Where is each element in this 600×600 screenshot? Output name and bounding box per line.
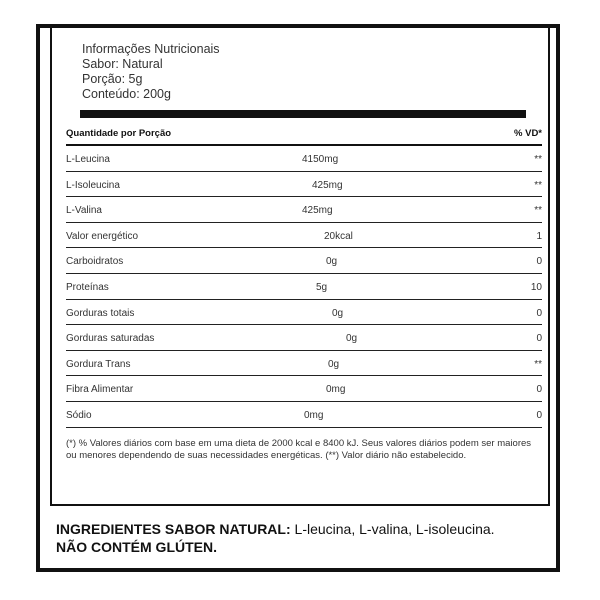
- nutrient-name: Fibra Alimentar: [66, 384, 134, 396]
- nutrient-quantity: 4150mg: [302, 154, 339, 165]
- column-header-quantity: Quantidade por Porção: [66, 128, 172, 139]
- ingredients-line: [56, 520, 546, 538]
- table-row: [66, 376, 542, 402]
- nutrient-name: Gorduras totais: [66, 307, 135, 319]
- nutrient-name: L-Isoleucina: [66, 179, 120, 191]
- nutrient-quantity: 0g: [326, 256, 338, 268]
- table-row: [66, 172, 542, 198]
- table-header: [66, 124, 542, 142]
- nutrient-vd: **: [534, 179, 542, 191]
- gluten-notice-text: NÃO CONTÉM GLÚTEN.: [56, 539, 217, 555]
- nutrition-label-frame: [36, 24, 560, 572]
- header-title: Informações Nutricionais: [82, 42, 220, 56]
- ingredients-section: [56, 520, 546, 556]
- nutrient-quantity: 0mg: [326, 384, 346, 396]
- nutrient-vd: 0: [536, 307, 542, 319]
- header-flavor: Sabor: Natural: [82, 57, 163, 71]
- nutrient-quantity: 0g: [328, 358, 340, 370]
- nutrient-quantity: 425mg: [302, 205, 333, 217]
- table-row: [66, 325, 542, 351]
- nutrient-name: Proteínas: [66, 281, 109, 293]
- nutrient-name: Valor energético: [66, 230, 139, 242]
- nutrient-name: Gordura Trans: [66, 358, 131, 370]
- nutrient-quantity: 5g: [316, 281, 328, 293]
- nutrient-quantity: 0g: [346, 333, 358, 345]
- nutrient-quantity: 0g: [332, 307, 344, 319]
- nutrient-vd: **: [534, 358, 542, 370]
- header-content: Conteúdo: 200g: [82, 87, 171, 101]
- nutrient-vd: 1: [536, 230, 542, 242]
- nutrient-name: L-Leucina: [66, 154, 110, 165]
- table-row: [66, 197, 542, 223]
- table-row: [66, 300, 542, 326]
- nutrient-name: Gorduras saturadas: [66, 333, 155, 345]
- nutrient-vd: 0: [536, 384, 542, 396]
- nutrient-vd: **: [534, 154, 542, 165]
- table-row: [66, 223, 542, 249]
- header-serving: Porção: 5g: [82, 72, 143, 86]
- nutrient-name: Sódio: [66, 409, 92, 421]
- ingredients-list: L-leucina, L-valina, L-isoleucina.: [290, 521, 495, 537]
- nutrient-vd: 0: [536, 256, 542, 268]
- nutrient-vd: 0: [536, 409, 542, 421]
- ingredients-label: INGREDIENTES SABOR NATURAL:: [56, 521, 291, 537]
- nutrient-name: Carboidratos: [66, 256, 124, 268]
- nutrient-quantity: 0mg: [304, 409, 324, 421]
- table-row: [66, 351, 542, 377]
- gluten-notice: [56, 538, 546, 556]
- thick-divider: [80, 110, 526, 118]
- table-row: [66, 248, 542, 274]
- daily-value-footnote: (*) % Valores diários com base em uma dieta de 2000 kcal e 8400 kJ. Seus valores diários podem ser maiores ou menores dependendo de suas necessidades energéticas. (**) Valor diário não estabelecido.: [66, 438, 532, 461]
- table-row: [66, 274, 542, 300]
- nutrition-table: [66, 146, 542, 428]
- nutrient-vd: 0: [536, 333, 542, 345]
- nutrient-name: L-Valina: [66, 205, 102, 217]
- table-row: [66, 402, 542, 428]
- nutrition-facts-box: [50, 28, 550, 506]
- nutrient-quantity: 425mg: [312, 179, 343, 191]
- column-header-vd: % VD*: [514, 128, 542, 139]
- nutrient-vd: **: [534, 205, 542, 217]
- label-header: [82, 42, 220, 102]
- table-row: [66, 146, 542, 172]
- nutrient-vd: 10: [530, 281, 542, 293]
- nutrient-quantity: 20kcal: [324, 230, 353, 242]
